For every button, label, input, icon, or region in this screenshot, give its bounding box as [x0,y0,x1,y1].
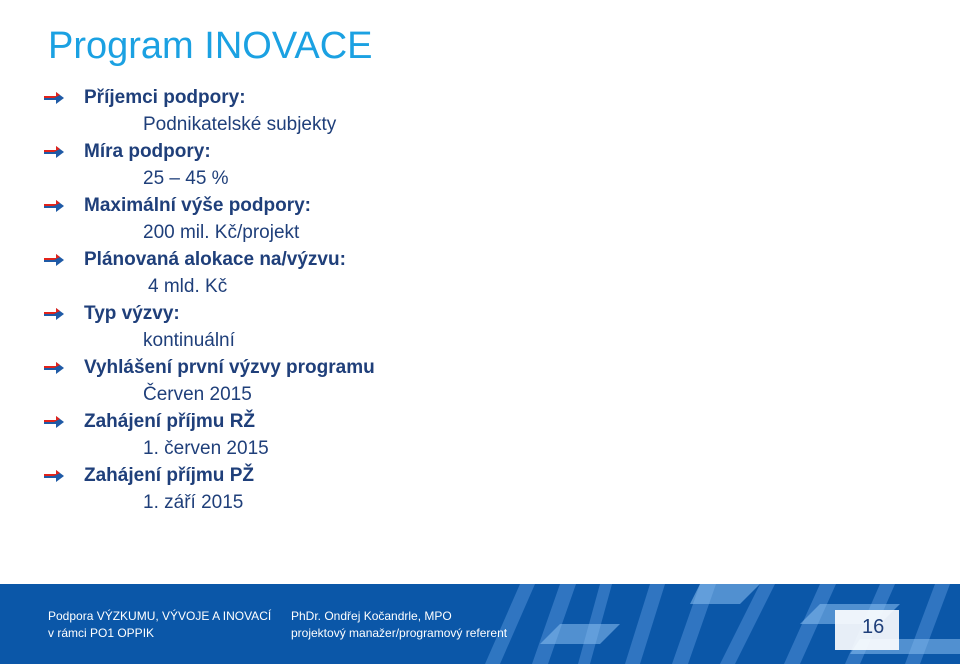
footer-left-text [48,608,271,642]
bullet-value: 200 mil. Kč/projekt [143,222,300,243]
bullet-item [44,354,375,408]
slide-title: Program INOVACE [48,25,373,68]
footer-author-text [291,608,507,642]
page-number: 16 [862,616,885,638]
bullet-label: Typ výzvy: [84,302,180,324]
arrow-right-icon [44,416,64,428]
arrow-right-icon [44,254,64,266]
bullet-item [44,84,375,138]
bullet-label: Maximální výše podpory: [84,194,312,216]
arrow-right-icon [44,146,64,158]
footer-left-line2: v rámci PO1 OPPIK [48,626,155,640]
bullet-label: Míra podpory: [84,140,211,162]
arrow-right-icon [44,470,64,482]
bullet-item [44,246,375,300]
bullet-label: Plánovaná alokace na/výzvu: [84,248,346,270]
arrow-right-icon [44,308,64,320]
bullet-value: 1. září 2015 [143,492,244,513]
bullet-item [44,138,375,192]
footer-author-line2: projektový manažer/programový referent [291,626,508,640]
bullet-label: Příjemci podpory: [84,86,246,108]
arrow-right-icon [44,362,64,374]
bullet-item [44,300,375,354]
bullet-value: kontinuální [143,330,235,351]
bullet-item [44,462,375,516]
footer-left-line1: Podpora VÝZKUMU, VÝVOJE A INOVACÍ [48,609,272,623]
bullet-label: Zahájení příjmu RŽ [84,410,256,432]
footer-author-line1: PhDr. Ondřej Kočandrle, MPO [291,609,452,623]
bullet-value: Červen 2015 [143,384,252,405]
arrow-right-icon [44,200,64,212]
arrow-right-icon [44,92,64,104]
bullet-value: 4 mld. Kč [148,276,228,297]
bullet-value: Podnikatelské subjekty [143,114,337,135]
bullet-label: Vyhlášení první výzvy programu [84,356,375,378]
bullet-value: 1. červen 2015 [143,438,269,459]
footer-bar [0,584,960,664]
bullet-list [44,84,375,516]
bullet-item [44,192,375,246]
bullet-item [44,408,375,462]
bullet-label: Zahájení příjmu PŽ [84,464,254,486]
bullet-value: 25 – 45 % [143,168,229,189]
